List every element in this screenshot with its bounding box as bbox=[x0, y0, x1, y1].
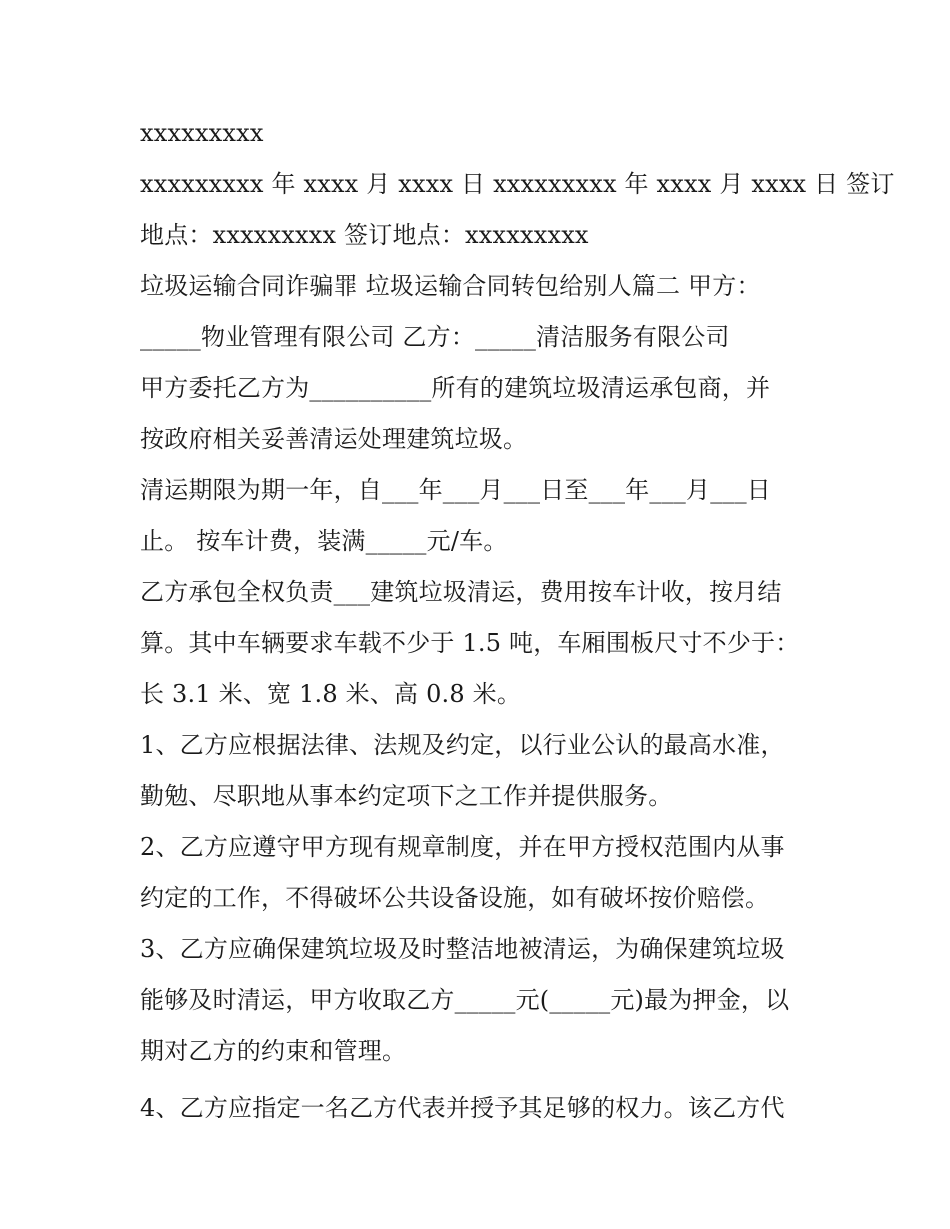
doc-line-10: 乙方承包全权负责___建筑垃圾清运，费用按车计收，按月结 bbox=[140, 578, 782, 606]
doc-line-5: _____物业管理有限公司 乙方：_____清洁服务有限公司 bbox=[140, 323, 730, 351]
doc-line-7: 按政府相关妥善清运处理建筑垃圾。 bbox=[140, 425, 528, 453]
doc-line-11: 算。其中车辆要求车载不少于 1.5 吨，车厢围板尺寸不少于： bbox=[140, 629, 800, 657]
doc-line-4: 垃圾运输合同诈骗罪 垃圾运输合同转包给别人篇二 甲方： bbox=[140, 272, 761, 300]
doc-line-8: 清运期限为期一年，自___年___月___日至___年___月___日 bbox=[140, 476, 771, 504]
doc-line-14: 勤勉、尽职地从事本约定项下之工作并提供服务。 bbox=[140, 782, 673, 810]
doc-line-6: 甲方委托乙方为__________所有的建筑垃圾清运承包商，并 bbox=[140, 374, 771, 402]
doc-line-17: 3、乙方应确保建筑垃圾及时整洁地被清运，为确保建筑垃圾 bbox=[140, 935, 785, 963]
document-body bbox=[140, 108, 895, 1134]
doc-line-13: 1、乙方应根据法律、法规及约定，以行业公认的最高水准， bbox=[140, 731, 785, 759]
doc-line-16: 约定的工作，不得破坏公共设备设施，如有破坏按价赔偿。 bbox=[140, 884, 770, 912]
doc-line-9: 止。 按车计费，装满_____元/车。 bbox=[140, 527, 508, 555]
doc-line-3: 地点：xxxxxxxxx 签订地点：xxxxxxxxx bbox=[140, 221, 589, 249]
doc-line-18: 能够及时清运，甲方收取乙方_____元(_____元)最为押金，以 bbox=[140, 986, 790, 1014]
doc-line-2: xxxxxxxxx 年 xxxx 月 xxxx 日 xxxxxxxxx 年 xxxx 月 xxxx 日 签订 bbox=[140, 170, 895, 198]
doc-line-20: 4、乙方应指定一名乙方代表并授予其足够的权力。该乙方代 bbox=[140, 1094, 785, 1122]
doc-line-19: 期对乙方的约束和管理。 bbox=[140, 1037, 407, 1065]
doc-line-15: 2、乙方应遵守甲方现有规章制度，并在甲方授权范围内从事 bbox=[140, 833, 785, 861]
doc-line-1: xxxxxxxxx bbox=[140, 119, 264, 147]
doc-line-12: 长 3.1 米、宽 1.8 米、高 0.8 米。 bbox=[140, 680, 522, 708]
